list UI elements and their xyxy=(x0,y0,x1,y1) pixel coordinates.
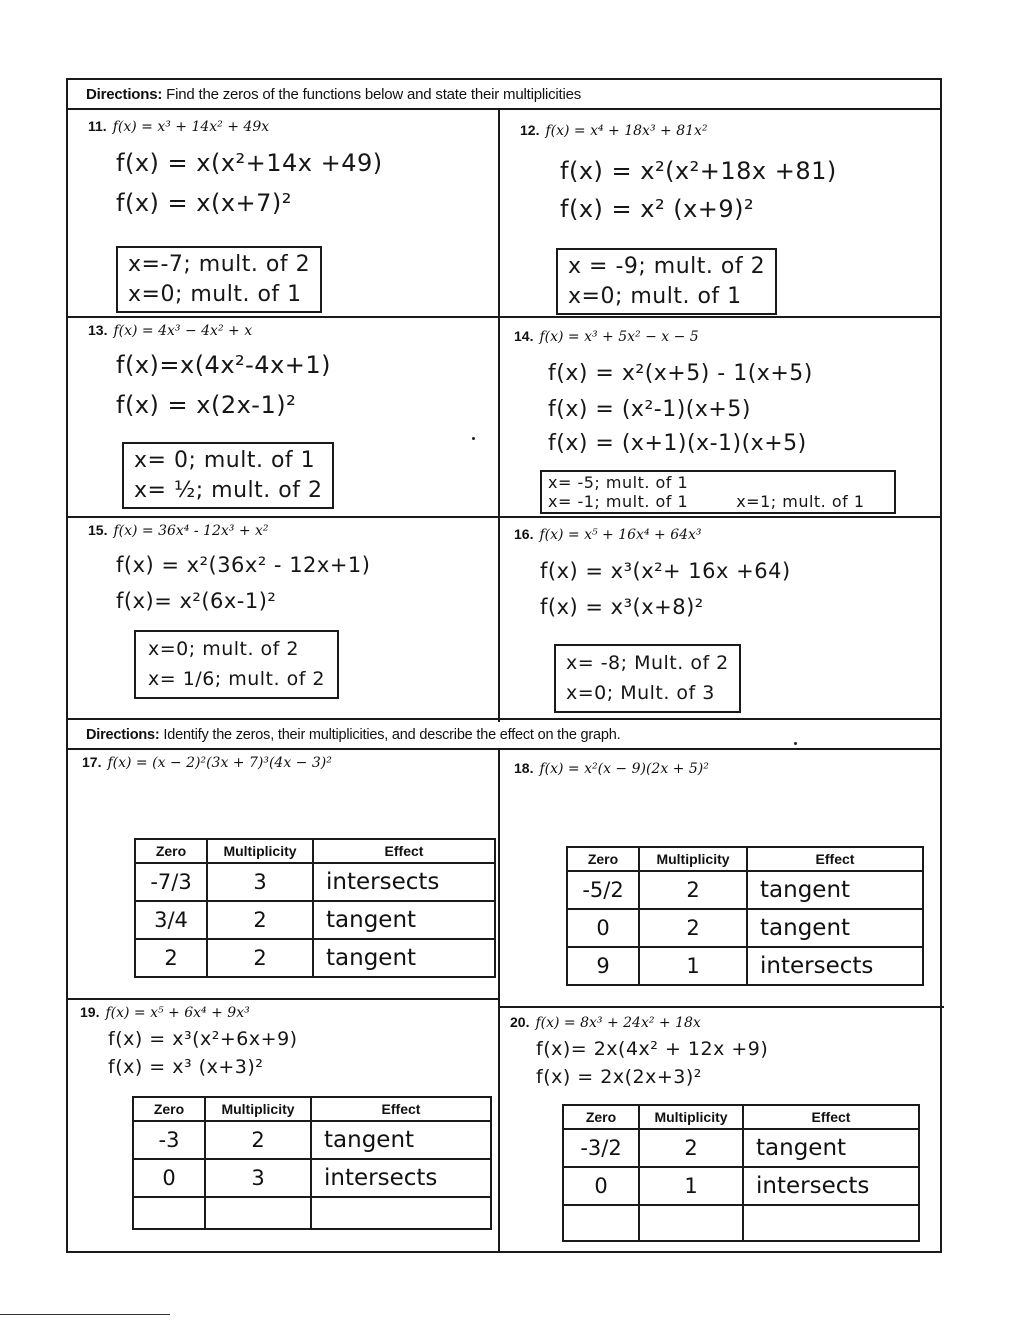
table-row xyxy=(563,1167,919,1205)
table-row xyxy=(567,909,923,947)
work-line: f(x) = x(x+7)² xyxy=(116,189,292,217)
directions-text: Find the zeros of the functions below and state their multiplicities xyxy=(166,86,582,103)
answer-box xyxy=(116,246,322,313)
zero-cell: 3/4 xyxy=(135,901,207,939)
answer-line: x=1; mult. of 1 xyxy=(736,492,865,512)
zero-cell: -5/2 xyxy=(567,871,639,909)
problem-20-label xyxy=(510,1014,701,1031)
table-row xyxy=(133,1197,491,1229)
table-row xyxy=(135,863,495,901)
zero-cell: 0 xyxy=(567,909,639,947)
answer-line: x= 0; mult. of 1 xyxy=(134,448,316,473)
effect-cell: intersects xyxy=(313,863,495,901)
zeros-table-17 xyxy=(134,838,496,978)
zero-cell: 0 xyxy=(133,1159,205,1197)
multiplicity-cell: 1 xyxy=(639,1167,743,1205)
work-line: f(x)= 2x(4x² + 12x +9) xyxy=(536,1038,769,1060)
function-expression: f(x) = 36x⁴ - 12x³ + x² xyxy=(113,523,269,539)
directions-header-1 xyxy=(68,80,940,110)
multiplicity-cell: 3 xyxy=(207,863,313,901)
function-expression: f(x) = 4x³ − 4x² + x xyxy=(113,323,253,339)
answer-line: x= 1/6; mult. of 2 xyxy=(148,668,326,691)
effect-cell: tangent xyxy=(747,909,923,947)
answer-box xyxy=(134,630,339,699)
answer-line: x= ½; mult. of 2 xyxy=(134,477,323,503)
work-line: f(x) = 2x(2x+3)² xyxy=(536,1066,702,1088)
zero-cell: -3/2 xyxy=(563,1129,639,1167)
problem-number: 14. xyxy=(514,328,534,344)
function-expression: f(x) = x⁴ + 18x³ + 81x² xyxy=(545,123,708,139)
work-line: f(x) = x(x²+14x +49) xyxy=(116,149,383,177)
effect-cell: tangent xyxy=(313,939,495,977)
effect-cell: intersects xyxy=(311,1159,491,1197)
header-multiplicity: Multiplicity xyxy=(207,839,313,863)
table-row xyxy=(133,1121,491,1159)
work-line: f(x) = x²(36x² - 12x+1) xyxy=(116,553,371,577)
answer-line: x= -1; mult. of 1 xyxy=(548,492,689,512)
answer-box xyxy=(554,644,741,713)
problem-19-label xyxy=(80,1004,250,1021)
effect-cell xyxy=(311,1197,491,1229)
problem-number: 16. xyxy=(514,526,534,542)
work-line: f(x)= x²(6x-1)² xyxy=(116,589,277,613)
multiplicity-cell xyxy=(205,1197,311,1229)
zero-cell xyxy=(133,1197,205,1229)
problem-number: 19. xyxy=(80,1004,100,1020)
multiplicity-cell: 2 xyxy=(205,1121,311,1159)
zero-cell: -7/3 xyxy=(135,863,207,901)
zero-cell: -3 xyxy=(133,1121,205,1159)
multiplicity-cell: 2 xyxy=(207,901,313,939)
function-expression: f(x) = (x − 2)²(3x + 7)³(4x − 3)² xyxy=(107,755,332,771)
problem-13 xyxy=(68,318,498,516)
effect-cell: tangent xyxy=(743,1129,919,1167)
header-zero: Zero xyxy=(563,1105,639,1129)
answer-line: x= -5; mult. of 1 xyxy=(548,473,689,492)
header-effect: Effect xyxy=(747,847,923,871)
multiplicity-cell xyxy=(639,1205,743,1241)
table-row xyxy=(133,1159,491,1197)
worksheet xyxy=(66,78,942,1253)
table-row xyxy=(135,939,495,977)
problem-number: 11. xyxy=(88,118,107,134)
problem-number: 13. xyxy=(88,322,108,338)
problem-number: 18. xyxy=(514,760,534,776)
problem-17-label xyxy=(82,754,332,771)
zero-cell xyxy=(563,1205,639,1241)
work-line: f(x) = x(2x-1)² xyxy=(116,391,297,419)
directions-label: Directions: xyxy=(86,727,160,743)
work-line: f(x) = x³(x²+ 16x +64) xyxy=(540,559,791,583)
multiplicity-cell: 2 xyxy=(639,871,747,909)
problem-number: 12. xyxy=(520,122,540,138)
answer-line: x=0; mult. of 1 xyxy=(568,283,742,309)
answer-line: x=0; Mult. of 3 xyxy=(566,682,715,705)
problem-16 xyxy=(500,518,944,718)
directions-text: Identify the zeros, their multiplicities, and describe the effect on the graph. xyxy=(163,727,621,743)
effect-cell: intersects xyxy=(747,947,923,985)
speck xyxy=(794,742,797,745)
problem-14 xyxy=(500,318,944,516)
row-divider xyxy=(68,998,498,1000)
table-row xyxy=(563,1205,919,1241)
answer-line: x=0; mult. of 1 xyxy=(128,281,302,307)
problem-number: 17. xyxy=(82,754,102,770)
zeros-table-20 xyxy=(562,1104,920,1242)
work-line: f(x) = x³ (x+3)² xyxy=(108,1056,264,1078)
table-row xyxy=(563,1129,919,1167)
problem-number: 20. xyxy=(510,1014,530,1030)
problem-18-label xyxy=(514,760,709,777)
speck xyxy=(472,437,475,440)
problem-12 xyxy=(500,112,944,316)
multiplicity-cell: 1 xyxy=(639,947,747,985)
answer-line: x = -9; mult. of 2 xyxy=(568,254,766,279)
column-divider-bottom xyxy=(498,750,500,1253)
header-effect: Effect xyxy=(311,1097,491,1121)
directions-label: Directions: xyxy=(86,86,163,103)
header-zero: Zero xyxy=(133,1097,205,1121)
work-line: f(x) = (x²-1)(x+5) xyxy=(548,397,751,422)
work-line: f(x) = x²(x+5) - 1(x+5) xyxy=(548,361,813,386)
effect-cell: tangent xyxy=(747,871,923,909)
table-row xyxy=(135,901,495,939)
answer-box xyxy=(540,470,896,514)
zero-cell: 2 xyxy=(135,939,207,977)
work-line: f(x)=x(4x²-4x+1) xyxy=(116,351,332,379)
zero-cell: 0 xyxy=(563,1167,639,1205)
work-line: f(x) = x³(x+8)² xyxy=(540,595,704,619)
header-zero: Zero xyxy=(567,847,639,871)
function-expression: f(x) = x³ + 14x² + 49x xyxy=(112,119,270,135)
header-multiplicity: Multiplicity xyxy=(205,1097,311,1121)
problem-11 xyxy=(68,112,498,316)
header-effect: Effect xyxy=(743,1105,919,1129)
function-expression: f(x) = x³ + 5x² − x − 5 xyxy=(539,329,699,345)
effect-cell: tangent xyxy=(313,901,495,939)
answer-line: x=-7; mult. of 2 xyxy=(128,252,311,277)
header-multiplicity: Multiplicity xyxy=(639,1105,743,1129)
problem-15 xyxy=(68,518,498,718)
work-line: f(x) = (x+1)(x-1)(x+5) xyxy=(548,431,807,456)
function-expression: f(x) = 8x³ + 24x² + 18x xyxy=(535,1015,701,1031)
effect-cell: intersects xyxy=(743,1167,919,1205)
multiplicity-cell: 2 xyxy=(207,939,313,977)
header-multiplicity: Multiplicity xyxy=(639,847,747,871)
answer-line: x= -8; Mult. of 2 xyxy=(566,652,729,674)
function-expression: f(x) = x⁵ + 6x⁴ + 9x³ xyxy=(105,1005,250,1021)
function-expression: f(x) = x²(x − 9)(2x + 5)² xyxy=(539,761,709,777)
multiplicity-cell: 2 xyxy=(639,1129,743,1167)
effect-cell xyxy=(743,1205,919,1241)
answer-line: x=0; mult. of 2 xyxy=(148,638,299,660)
scan-edge-line xyxy=(0,1314,170,1315)
work-line: f(x) = x² (x+9)² xyxy=(560,195,755,223)
table-row xyxy=(567,871,923,909)
header-effect: Effect xyxy=(313,839,495,863)
work-line: f(x) = x²(x²+18x +81) xyxy=(560,157,837,185)
zeros-table-19 xyxy=(132,1096,492,1230)
table-row xyxy=(567,947,923,985)
work-line: f(x) = x³(x²+6x+9) xyxy=(108,1028,298,1050)
directions-header-2 xyxy=(68,718,940,750)
effect-cell: tangent xyxy=(311,1121,491,1159)
zero-cell: 9 xyxy=(567,947,639,985)
zeros-table-18 xyxy=(566,846,924,986)
answer-box xyxy=(556,248,777,315)
multiplicity-cell: 3 xyxy=(205,1159,311,1197)
row-divider xyxy=(500,1006,944,1008)
multiplicity-cell: 2 xyxy=(639,909,747,947)
function-expression: f(x) = x⁵ + 16x⁴ + 64x³ xyxy=(539,527,702,543)
answer-box xyxy=(122,442,334,509)
header-zero: Zero xyxy=(135,839,207,863)
problem-number: 15. xyxy=(88,522,108,538)
